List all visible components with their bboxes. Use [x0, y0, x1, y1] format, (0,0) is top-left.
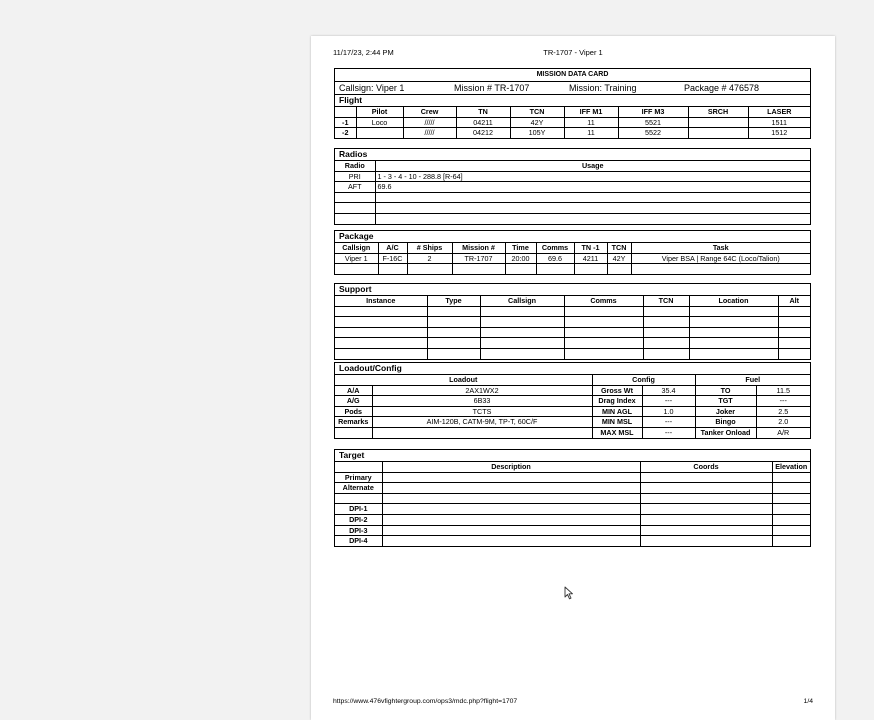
- support-table: [335, 296, 810, 359]
- table-row: Viper 1 F-16C 2 TR-1707 20:00 69.6 4211 42Y Viper BSA | Range 64C (Loco/Talion): [335, 253, 810, 264]
- mdc-package: Package # 476578: [684, 83, 760, 93]
- table-row: Primary: [335, 472, 810, 483]
- radios-table: [335, 161, 810, 224]
- mdc-callsign: Callsign: Viper 1: [339, 83, 405, 93]
- print-datetime: 11/17/23, 2:44 PM: [333, 48, 394, 57]
- mdc-mission: Mission: Training: [569, 83, 637, 93]
- table-row: -2 ///// 04212 105Y 11 5522 1512: [335, 128, 810, 138]
- table-row: A/A 2AX1WX2 Gross Wt 35.4 TO 11.5: [335, 385, 810, 396]
- package-section: [334, 230, 811, 275]
- table-row: MAX MSL --- Tanker Onload A/R: [335, 427, 810, 437]
- support-section: [334, 283, 811, 360]
- table-row: PRI 1 - 3 - 4 - 10 - 288.8 [R-64]: [335, 171, 810, 182]
- loadout-header-row: Loadout Config Fuel: [335, 375, 810, 385]
- radios-header-row: Radio Usage: [335, 161, 810, 171]
- table-row: [335, 493, 810, 504]
- print-url: https://www.476vfightergroup.com/ops3/mdc.php?flight=1707: [333, 698, 518, 705]
- table-row: DPI-1: [335, 504, 810, 515]
- document-page: [311, 36, 835, 720]
- target-section: [334, 449, 811, 547]
- table-row: [335, 327, 810, 338]
- table-row: [335, 192, 810, 203]
- mission-data-card: [334, 68, 811, 139]
- table-row: DPI-2: [335, 514, 810, 525]
- table-row: A/G 6B33 Drag Index --- TGT ---: [335, 396, 810, 407]
- table-row: [335, 306, 810, 317]
- table-row: DPI-3: [335, 525, 810, 536]
- target-section-title: Target: [335, 450, 810, 462]
- table-row: -1 Loco ///// 04211 42Y 11 5521 1511: [335, 117, 810, 128]
- print-title: TR-1707 - Viper 1: [543, 48, 603, 57]
- flight-table: [335, 107, 810, 138]
- flight-header-row: Pilot Crew TN TCN IFF M1 IFF M3 SRCH LASER: [335, 107, 810, 117]
- table-row: [335, 317, 810, 328]
- radios-section: [334, 148, 811, 225]
- table-row: [335, 338, 810, 349]
- support-section-title: Support: [335, 284, 810, 296]
- table-row: [335, 203, 810, 214]
- table-row: Remarks AIM-120B, CATM-9M, TP-T, 60C/F MIN MSL --- Bingo 2.0: [335, 417, 810, 428]
- loadout-section: [334, 362, 811, 439]
- target-header-row: Description Coords Elevation: [335, 462, 810, 472]
- mdc-mission-number: Mission # TR-1707: [454, 83, 530, 93]
- mdc-title: MISSION DATA CARD: [335, 69, 810, 82]
- support-header-row: Instance Type Callsign Comms TCN Location Alt: [335, 296, 810, 306]
- package-section-title: Package: [335, 231, 810, 243]
- table-row: AFT 69.6: [335, 182, 810, 193]
- table-row: [335, 264, 810, 274]
- table-row: Pods TCTS MIN AGL 1.0 Joker 2.5: [335, 406, 810, 417]
- flight-section-title: Flight: [335, 95, 810, 107]
- target-table: [335, 462, 810, 546]
- table-row: Alternate: [335, 483, 810, 494]
- loadout-section-title: Loadout/Config: [335, 363, 810, 375]
- package-header-row: Callsign A/C # Ships Mission # Time Comms TN -1 TCN Task: [335, 243, 810, 253]
- loadout-table: [335, 375, 810, 438]
- table-row: DPI-4: [335, 536, 810, 546]
- radios-section-title: Radios: [335, 149, 810, 161]
- page-number: 1/4: [803, 698, 813, 705]
- package-table: [335, 243, 810, 274]
- table-row: [335, 348, 810, 358]
- table-row: [335, 213, 810, 223]
